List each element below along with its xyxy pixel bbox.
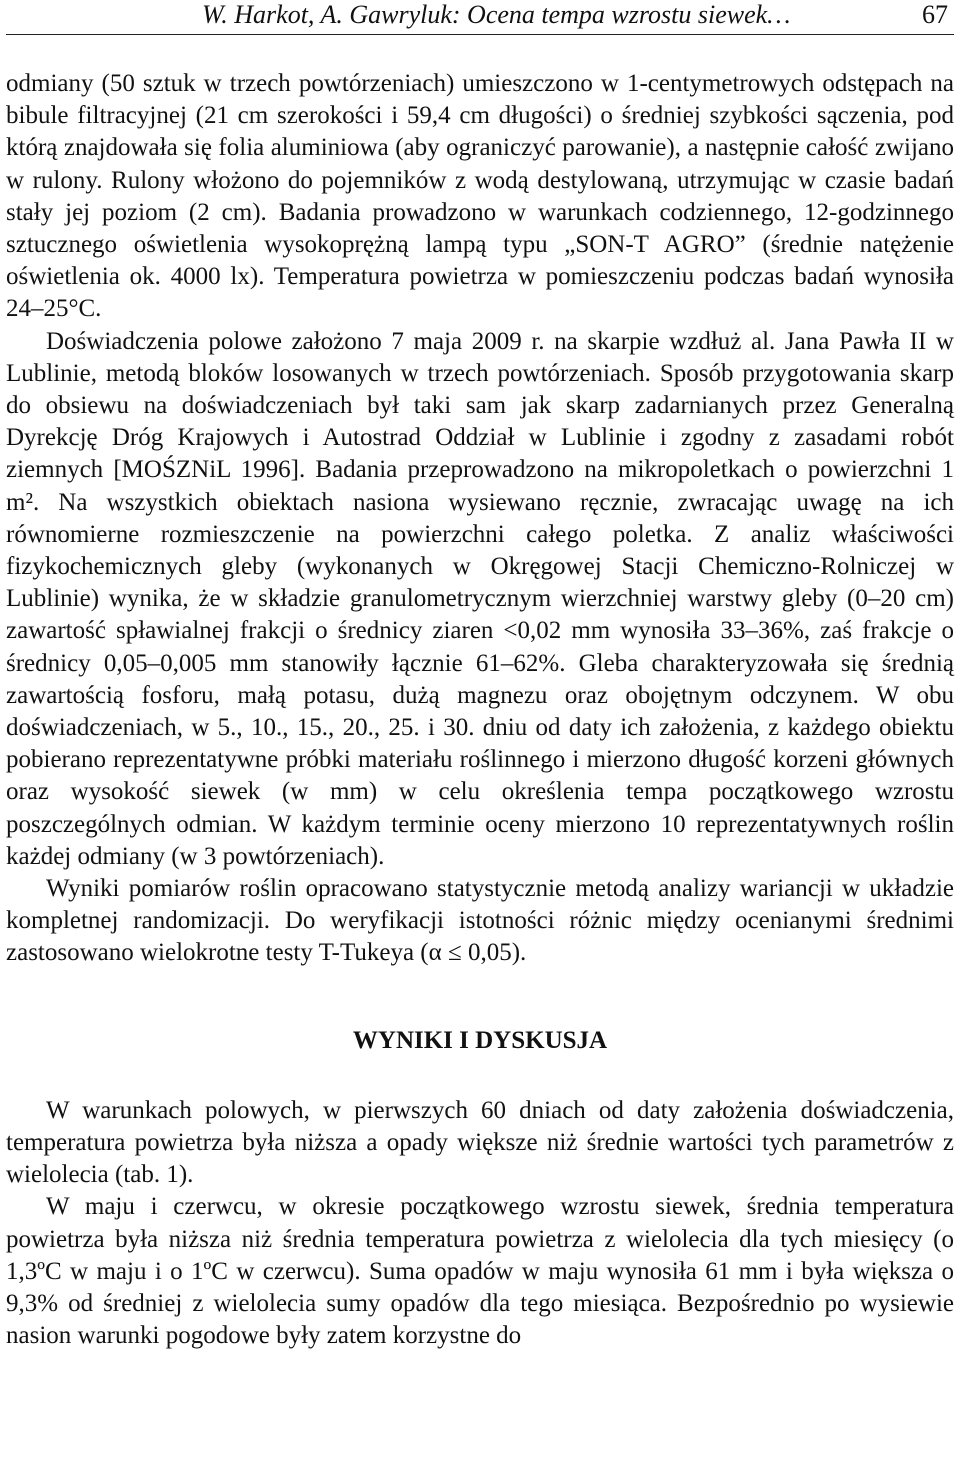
paragraph-results-weather: W warunkach polowych, w pierwszych 60 dniach od daty założenia doświadczenia, temperatura powietrza była niższa a opady większe niż średnie wartości tych parametrów z wielolecia (tab. 1). bbox=[6, 1096, 954, 1189]
paragraph-statistics: Wyniki pomiarów roślin opracowano statystycznie metodą analizy wariancji w układzie kompletnej randomizacji. Do weryfikacji istotności różnic między ocenianymi średnimi zastosowano wielokrotne testy T-Tukeya (α ≤ 0,05). bbox=[6, 875, 954, 967]
paragraph-methods-continued: odmiany (50 sztuk w trzech powtórzeniach) umieszczono w 1-centymetrowych odstępach na bibule filtracyjnej (21 cm szerokości i 59,4 cm długości) o średniej szybkości sączenia, pod którą znajdowała się folia aluminiowa (aby ograniczyć parowanie), a następnie całość zwijano w rulony. Rulony włożono do pojemników z wodą destylowaną, utrzymując w czasie badań stały jej poziom (2 cm). Badania prowadzono w warunkach codziennego, 12-godzinnego sztucznego oświetlenia wysokoprężną lampą typu „SON-T AGRO” (średnie natężenie oświetlenia ok. 4000 lx). Temperatura powietrza w pomieszczeniu podczas badań wynosiła 24–25°C. bbox=[6, 70, 954, 323]
body-text bbox=[6, 68, 954, 1352]
running-header-title: W. Harkot, A. Gawryluk: Ocena tempa wzrostu siewek… bbox=[202, 0, 791, 29]
section-heading: WYNIKI I DYSKUSJA bbox=[352, 1026, 608, 1054]
paragraph-results-may-june: W maju i czerwcu, w okresie początkowego wzrostu siewek, średnia temperatura powietrza była niższa niż średnia temperatura powietrza z wielolecia dla tych miesięcy (o 1,3ºC w maju i o 1ºC w czerwcu). Suma opadów w maju wynosiła 61 mm i była większa o 9,3% od średniej z wielolecia sumy opadów dla tego miesiąca. Bezpośrednio po wysiewie nasion warunki pogodowe były zatem korzystne do bbox=[6, 1193, 954, 1350]
paragraph-field-experiments: Doświadczenia polowe założono 7 maja 2009 r. na skarpie wzdłuż al. Jana Pawła II w Lublinie, metodą bloków losowanych w trzech powtórzeniach. Sposób przygotowania skarp do obsiewu na doświadczeniach był taki sam jak skarp zadarnianych przez Generalną Dyrekcję Dróg Krajowych i Autostrad Oddział w Lublinie i zgodny z zasadami robót ziemnych [MOŚZNiL 1996]. Badania przeprowadzono na mikropoletkach o powierzchni 1 m². Na wszystkich obiektach nasiona wysiewano ręcznie, zwracając uwagę na ich równomierne rozmieszczenie na powierzchni całego poletka. Z analiz właściwości fizykochemicznych gleby (wykonanych w Okręgowej Stacji Chemiczno-Rolniczej w Lublinie) wynika, że w składzie granulometrycznym wierzchniej warstwy gleby (0–20 cm) zawartość spławialnej frakcji o średnicy ziaren <0,02 mm wynosiła 33–36%, zaś frakcje o średnicy 0,05–0,005 mm stanowiły łącznie 61–62%. Gleba charakteryzowała się średnią zawartością fosforu, małą potasu, dużą magnezu oraz obojętnym odczynem. W obu doświadczeniach, w 5., 10., 15., 20., 25. i 30. dniu od daty ich założenia, z każdego obiektu pobierano reprezentatywne próbki materiału roślinnego i mierzono długość korzeni głównych oraz wysokość siewek (w mm) w celu określenia tempa początkowego wzrostu poszczególnych odmian. W każdym terminie oceny mierzono 10 reprezentatywnych roślin każdej odmiany (w 3 powtórzeniach). bbox=[6, 327, 954, 870]
page-number: 67 bbox=[922, 0, 948, 29]
document-page bbox=[6, 0, 954, 1352]
running-header bbox=[6, 0, 954, 35]
